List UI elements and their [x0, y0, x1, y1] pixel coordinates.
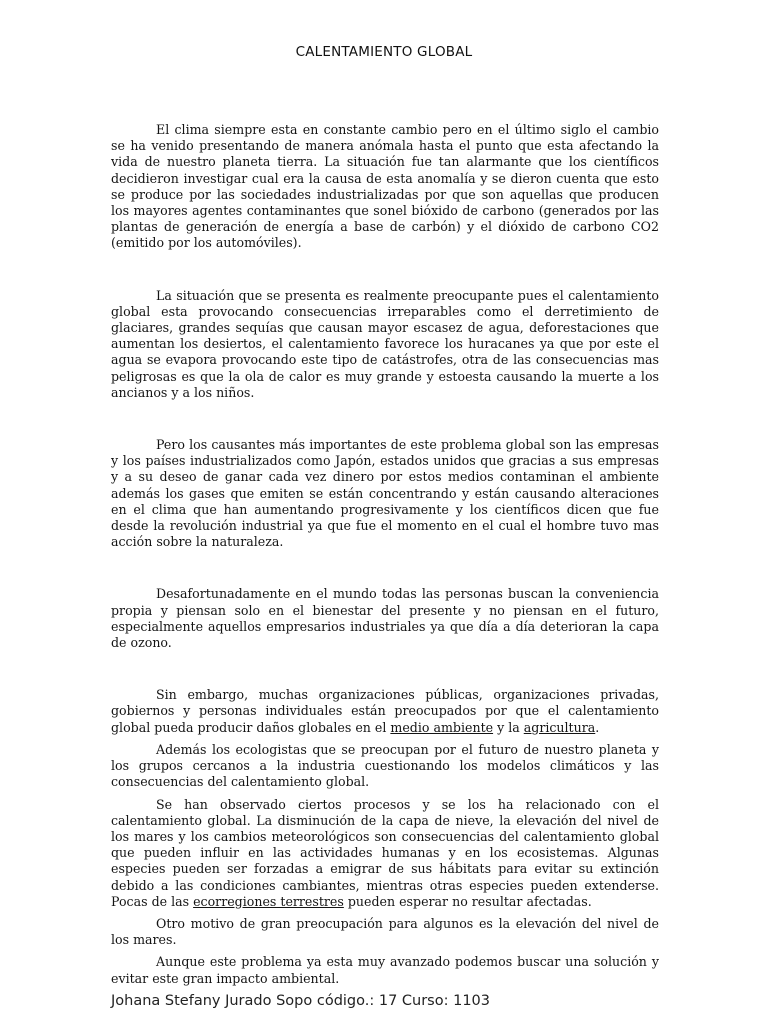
paragraph-6: Además los ecologistas que se preocupan por el futuro de nuestro planeta y los grupos cercanos a la industria cuestionando los modelos climáticos y las consecuencias del calentamiento global.: [111, 741, 659, 790]
paragraph-5-text-a: Sin embargo, muchas organizaciones públicas, organizaciones privadas, gobiernos y personas individuales están preocupados por que el calentamiento global pueda producir daños globales en el: [111, 687, 659, 735]
paragraph-5-text-c: .: [595, 719, 600, 735]
paragraph-9: Aunque este problema ya esta muy avanzado podemos buscar una solución y evitar este gran impacto ambiental.: [111, 954, 659, 986]
agricultura-link[interactable]: agricultura: [523, 719, 596, 735]
paragraph-3: Pero los causantes más importantes de este problema global son las empresas y los países industrializados como Japón, estados unidos que gracias a sus empresas y a su deseo de ganar cada vez dinero por estos medios contaminan el ambiente además los gases que emiten se están concentrando y están causando alteraciones en el clima que han aumentando progresivamente y los científicos dicen que fue desde la revolución industrial ya que fue el momento en el cual el hombre tuvo mas acción sobre la naturaleza.: [111, 437, 659, 550]
paragraph-7: [111, 797, 659, 910]
paragraph-7-text-b: pueden esperar no resultar afectadas.: [343, 893, 592, 909]
paragraph-2: La situación que se presenta es realmente preocupante pues el calentamiento global esta provocando consecuencias irreparables como el derretimiento de glaciares, grandes sequías que causan mayor escasez de agua, deforestaciones que aumentan los desiertos, el calentamiento favorece los huracanes ya que por este el agua se evapora provocando este tipo de catástrofes, otra de las consecuencias mas peligrosas es que la ola de calor es muy grande y estoesta causando la muerte a los ancianos y a los niños.: [111, 287, 659, 400]
author-footer: Johana Stefany Jurado Sopo código.: 17 Curso: 1103: [111, 993, 491, 1009]
spacer: [111, 651, 659, 687]
paragraph-1: El clima siempre esta en constante cambio pero en el último siglo el cambio se ha venido presentando de manera anómala hasta el punto que esta afectando la vida de nuestro planeta tierra. La situación fue tan alarmante que los científicos decidieron investigar cual era la causa de esta anomalía y se dieron cuenta que esto se produce por las sociedades industrializadas por que son aquellas que producen los mayores agentes contaminantes que sonel bióxido de carbono (generados por las plantas de generación de energía a base de carbón) y el dióxido de carbono CO2 (emitido por los automóviles).: [111, 122, 659, 251]
paragraph-4: Desafortunadamente en el mundo todas las personas buscan la conveniencia propia y piensan solo en el bienestar del presente y no piensan en el futuro, especialmente aquellos empresarios industriales ya que día a día deterioran la capa de ozono.: [111, 586, 659, 651]
paragraph-8: Otro motivo de gran preocupación para algunos es la elevación del nivel de los mares.: [111, 915, 659, 948]
paragraph-5: [111, 687, 659, 736]
document-title: CALENTAMIENTO GLOBAL: [295, 44, 473, 60]
document-body: [111, 122, 659, 987]
ecorregiones-terrestres-link[interactable]: ecorregiones terrestres: [193, 893, 344, 909]
spacer: [111, 550, 659, 586]
paragraph-5-text-b: y la: [493, 719, 524, 735]
medio-ambiente-link[interactable]: medio ambiente: [390, 719, 494, 735]
paragraph-7-text-a: Se han observado ciertos procesos y se los ha relacionado con el calentamiento global. La disminución de la capa de nieve, la elevación del nivel de los mares y los cambios meteorológicos son consecuencias del calentamiento global que pueden influir en las actividades humanas y en los ecosistemas. Algunas especies pueden ser forzadas a emigrar de sus hábitats para evitar su extinción debido a las condiciones cambiantes, mientras otras especies pueden extenderse. Pocas de las: [111, 796, 659, 909]
spacer: [111, 252, 659, 288]
spacer: [111, 401, 659, 437]
